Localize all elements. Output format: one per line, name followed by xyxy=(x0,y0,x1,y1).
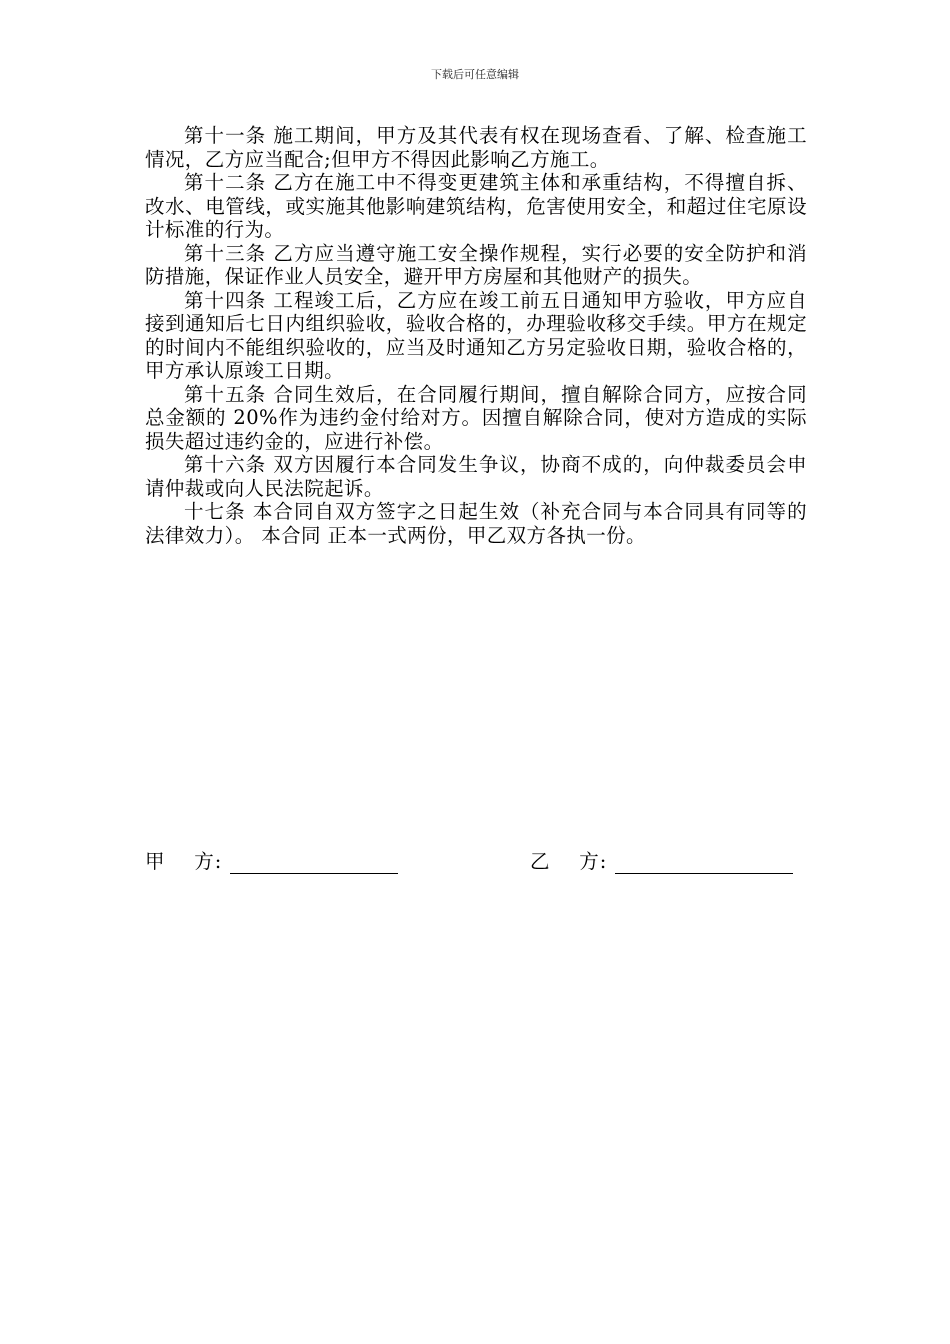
clause-14: 第十四条 工程竣工后，乙方应在竣工前五日通知甲方验收，甲方应自接到通知后七日内组织验收，验收合格的，办理验收移交手续。甲方在规定的时间内不能组织验收的，应当及时通知乙方另定验收日期，验收合格的，甲方承认原竣工日期。 xyxy=(145,288,807,382)
clause-17: 十七条 本合同自双方签字之日起生效（补充合同与本合同具有同等的法律效力）。 本合同 正本一式两份，甲乙双方各执一份。 xyxy=(145,500,807,547)
party-a-signature xyxy=(145,846,398,874)
clause-15: 第十五条 合同生效后，在合同履行期间，擅自解除合同方，应按合同总金额的 20%作为违约金付给对方。因擅自解除合同，使对方造成的实际损失超过违约金的，应进行补偿。 xyxy=(145,382,807,453)
party-a-signature-line[interactable] xyxy=(230,851,398,874)
party-b-signature xyxy=(530,846,793,874)
party-a-label: 甲 方: xyxy=(145,850,223,873)
clause-12: 第十二条 乙方在施工中不得变更建筑主体和承重结构，不得擅自拆、改水、电管线，或实施其他影响建筑结构，危害使用安全，和超过住宅原设计标准的行为。 xyxy=(145,171,807,241)
clause-11: 第十一条 施工期间，甲方及其代表有权在现场查看、了解、检查施工情况，乙方应当配合;但甲方不得因此影响乙方施工。 xyxy=(145,124,807,171)
contract-clauses xyxy=(145,124,807,547)
signature-block xyxy=(145,846,807,876)
page-header-note: 下载后可任意编辑 xyxy=(431,68,519,81)
party-b-label: 乙 方: xyxy=(530,850,608,873)
clause-13: 第十三条 乙方应当遵守施工安全操作规程，实行必要的安全防护和消防措施，保证作业人员安全，避开甲方房屋和其他财产的损失。 xyxy=(145,241,807,288)
clause-16: 第十六条 双方因履行本合同发生争议，协商不成的，向仲裁委员会申请仲裁或向人民法院起诉。 xyxy=(145,453,807,500)
party-b-signature-line[interactable] xyxy=(615,851,793,874)
